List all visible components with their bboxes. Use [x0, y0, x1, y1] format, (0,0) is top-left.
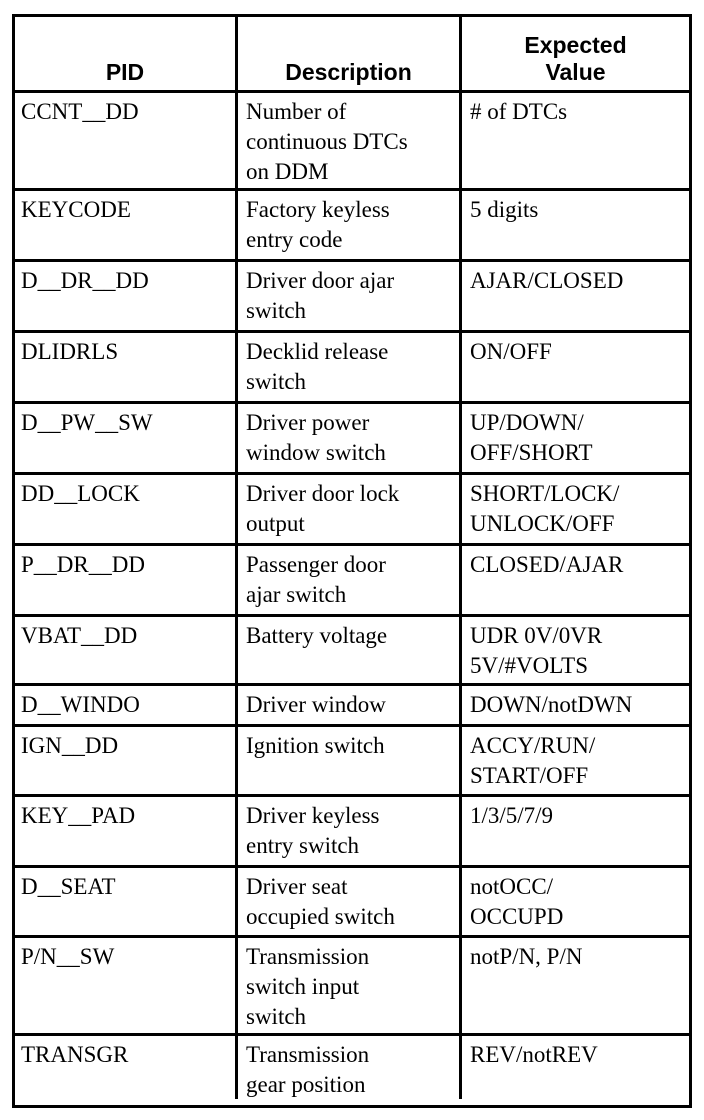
- cell-pid: D__WINDO: [15, 686, 238, 724]
- cell-description: Driver door ajar switch: [238, 262, 462, 330]
- table-row: [15, 727, 689, 797]
- table-row: [15, 475, 689, 546]
- cell-expected-value: UDR 0V/0VR 5V/#VOLTS: [470, 623, 603, 678]
- header-description: Description: [238, 17, 462, 90]
- cell-pid: TRANSGR: [15, 1036, 238, 1099]
- table-row: [15, 686, 689, 727]
- header-pid: PID: [15, 17, 238, 90]
- table-row: [15, 333, 689, 404]
- cell-pid: P/N__SW: [15, 938, 238, 1033]
- cell-pid: DLIDRLS: [15, 333, 238, 401]
- cell-description: Driver door lock output: [238, 475, 462, 543]
- cell-description: Battery voltage: [238, 617, 462, 683]
- cell-expected-value: ACCY/RUN/ START/OFF: [470, 733, 596, 788]
- cell-expected-value: REV/notREV: [470, 1042, 598, 1067]
- cell-description: Factory keyless entry code: [238, 191, 462, 259]
- cell-pid: VBAT__DD: [15, 617, 238, 683]
- cell-pid: DD__LOCK: [15, 475, 238, 543]
- cell-expected-value: notP/N, P/N: [470, 944, 583, 969]
- table-body: [15, 93, 689, 1099]
- cell-expected-value: ON/OFF: [470, 339, 552, 364]
- cell-description: Transmission switch input switch: [238, 938, 462, 1033]
- pid-table: [12, 14, 692, 1108]
- cell-expected-value: notOCC/ OCCUPD: [470, 874, 564, 929]
- cell-expected-value: 1/3/5/7/9: [470, 803, 554, 828]
- table-row: [15, 191, 689, 262]
- cell-expected-value: SHORT/LOCK/ UNLOCK/OFF: [470, 481, 620, 536]
- cell-expected-value: # of DTCs: [470, 99, 568, 124]
- table-row: [15, 546, 689, 617]
- table-row: [15, 1036, 689, 1099]
- cell-description: Ignition switch: [238, 727, 462, 794]
- cell-description: Driver seat occupied switch: [238, 868, 462, 935]
- cell-expected-value: 5 digits: [470, 197, 539, 222]
- cell-description: Driver power window switch: [238, 404, 462, 472]
- cell-pid: D__SEAT: [15, 868, 238, 935]
- cell-description: Driver window: [238, 686, 462, 724]
- table-row: [15, 93, 689, 191]
- cell-description: Transmission gear position: [238, 1036, 462, 1099]
- cell-pid: CCNT__DD: [15, 93, 238, 188]
- cell-expected-value: UP/DOWN/ OFF/SHORT: [470, 410, 593, 465]
- cell-description: Decklid release switch: [238, 333, 462, 401]
- table-row: [15, 262, 689, 333]
- cell-pid: D__PW__SW: [15, 404, 238, 472]
- table-row: [15, 938, 689, 1036]
- table-row: [15, 617, 689, 686]
- header-expected-value: Expected Value: [524, 32, 627, 85]
- cell-pid: IGN__DD: [15, 727, 238, 794]
- table-row: [15, 404, 689, 475]
- table-row: [15, 868, 689, 938]
- cell-expected-value: AJAR/CLOSED: [470, 268, 624, 293]
- cell-expected-value: CLOSED/AJAR: [470, 552, 624, 577]
- cell-expected-value: DOWN/notDWN: [470, 692, 633, 717]
- cell-pid: P__DR__DD: [15, 546, 238, 614]
- cell-description: Passenger door ajar switch: [238, 546, 462, 614]
- cell-pid: D__DR__DD: [15, 262, 238, 330]
- cell-pid: KEY__PAD: [15, 797, 238, 865]
- table-row: [15, 797, 689, 868]
- cell-description: Number of continuous DTCs on DDM: [238, 93, 462, 188]
- table-header: [15, 17, 689, 93]
- cell-description: Driver keyless entry switch: [238, 797, 462, 865]
- cell-pid: KEYCODE: [15, 191, 238, 259]
